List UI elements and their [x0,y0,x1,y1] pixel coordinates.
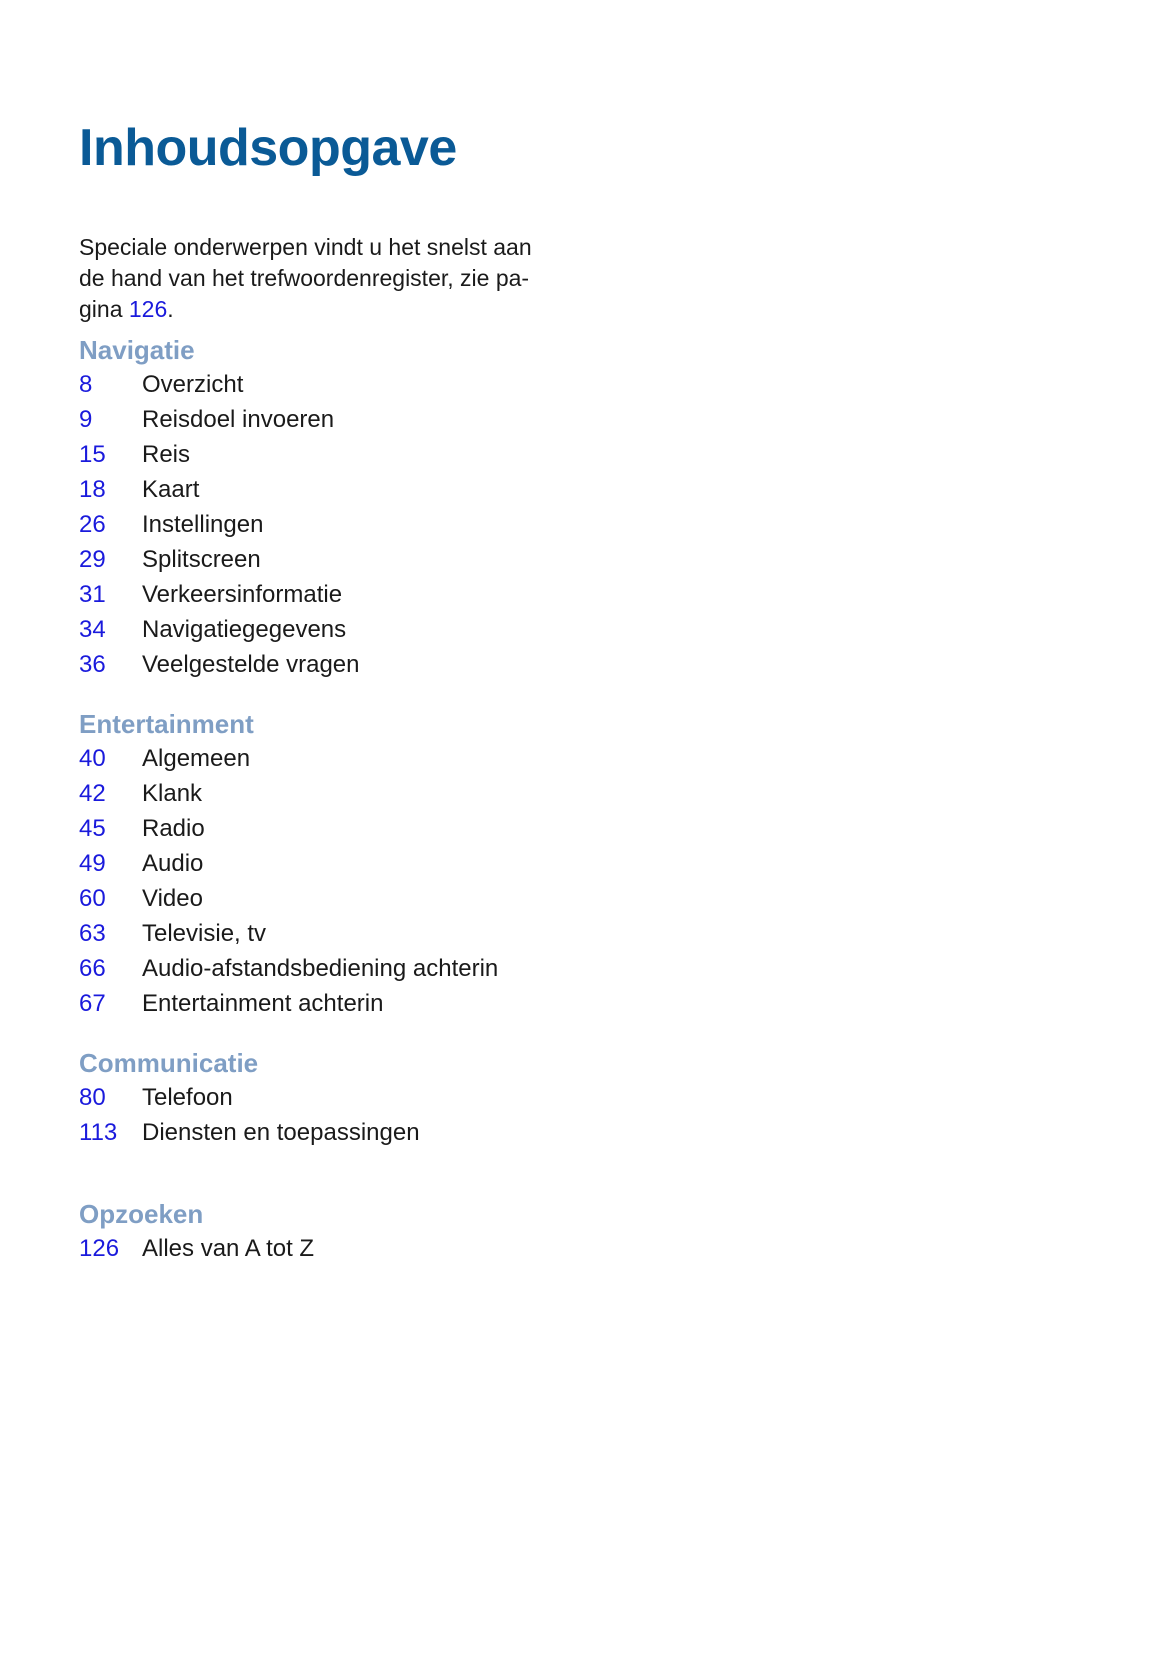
toc-entry[interactable] [79,367,360,402]
toc-page-number[interactable]: 26 [79,511,106,538]
toc-entry-label: Algemeen [142,745,251,772]
toc-page-number[interactable]: 36 [79,651,106,678]
intro-line-2: de hand van het trefwoordenregister, zie pa- [79,265,530,291]
toc-entry[interactable] [79,1115,420,1150]
toc-entry[interactable] [79,741,498,776]
toc-entry-label: Alles van A tot Z [142,1235,315,1262]
toc-list [79,741,498,1021]
toc-entry[interactable] [79,776,498,811]
toc-entry[interactable] [79,542,360,577]
toc-entry[interactable] [79,612,360,647]
toc-page-number[interactable]: 60 [79,885,106,912]
toc-entry-label: Klank [142,780,203,807]
toc-entry[interactable] [79,507,360,542]
toc-entry-label: Audio-afstandsbediening achterin [142,955,499,982]
toc-page-number[interactable]: 8 [79,371,93,398]
intro-line-3-prefix: gina [79,296,129,322]
toc-page-number[interactable]: 42 [79,780,106,807]
toc-entry-label: Kaart [142,476,200,503]
toc-entry[interactable] [79,577,360,612]
toc-entry[interactable] [79,881,498,916]
toc-page-number[interactable]: 31 [79,581,106,608]
intro-line-3 [79,294,579,325]
section-entertainment [79,707,498,1021]
toc-list [79,1080,420,1150]
toc-entry[interactable] [79,951,498,986]
toc-page-number[interactable]: 49 [79,850,106,877]
toc-page-number[interactable]: 66 [79,955,106,982]
toc-page-number[interactable]: 113 [79,1119,118,1146]
toc-entry[interactable] [79,846,498,881]
section-communicatie [79,1046,420,1150]
toc-entry-label: Overzicht [142,371,244,398]
intro-paragraph [79,232,579,325]
toc-entry[interactable] [79,916,498,951]
toc-entry-label: Instellingen [142,511,264,538]
section-heading: Entertainment [79,709,254,739]
toc-entry[interactable] [79,437,360,472]
toc-entry-label: Veelgestelde vragen [142,651,360,678]
toc-entry-label: Televisie, tv [142,920,267,947]
intro-line-1: Speciale onderwerpen vindt u het snelst aan [79,234,532,260]
section-heading: Opzoeken [79,1199,204,1229]
toc-entry-label: Navigatiegegevens [142,616,347,643]
toc-entry-label: Video [142,885,203,912]
section-navigatie [79,333,360,682]
section-heading: Communicatie [79,1048,259,1078]
toc-entry-label: Diensten en toepassingen [142,1119,420,1146]
toc-entry-label: Reis [142,441,191,468]
section-heading: Navigatie [79,335,195,365]
toc-page-number[interactable]: 34 [79,616,106,643]
toc-page-number[interactable]: 18 [79,476,106,503]
toc-entry-label: Splitscreen [142,546,261,573]
index-page-link[interactable]: 126 [128,296,168,322]
toc-page-number[interactable]: 67 [79,990,106,1017]
toc-page-number[interactable]: 15 [79,441,106,468]
toc-entry-label: Audio [142,850,204,877]
toc-page-number[interactable]: 45 [79,815,106,842]
toc-entry-label: Reisdoel invoeren [142,406,335,433]
toc-list [79,1231,314,1266]
toc-entry-label: Verkeersinformatie [142,581,343,608]
toc-page-number[interactable]: 80 [79,1084,106,1111]
toc-entry[interactable] [79,402,360,437]
toc-entry[interactable] [79,1231,314,1266]
toc-page-number[interactable]: 29 [79,546,106,573]
toc-entry[interactable] [79,986,498,1021]
toc-page-number[interactable]: 126 [79,1235,120,1262]
section-opzoeken [79,1197,314,1266]
toc-entry[interactable] [79,472,360,507]
toc-entry[interactable] [79,811,498,846]
page-title: Inhoudsopgave [79,119,457,177]
intro-line-3-suffix: . [167,296,174,322]
toc-list [79,367,360,682]
toc-entry-label: Entertainment achterin [142,990,384,1017]
toc-entry[interactable] [79,1080,420,1115]
toc-page-number[interactable]: 9 [79,406,93,433]
toc-page-number[interactable]: 40 [79,745,106,772]
toc-page-number[interactable]: 63 [79,920,106,947]
toc-entry-label: Telefoon [142,1084,233,1111]
toc-entry[interactable] [79,647,360,682]
toc-entry-label: Radio [142,815,205,842]
